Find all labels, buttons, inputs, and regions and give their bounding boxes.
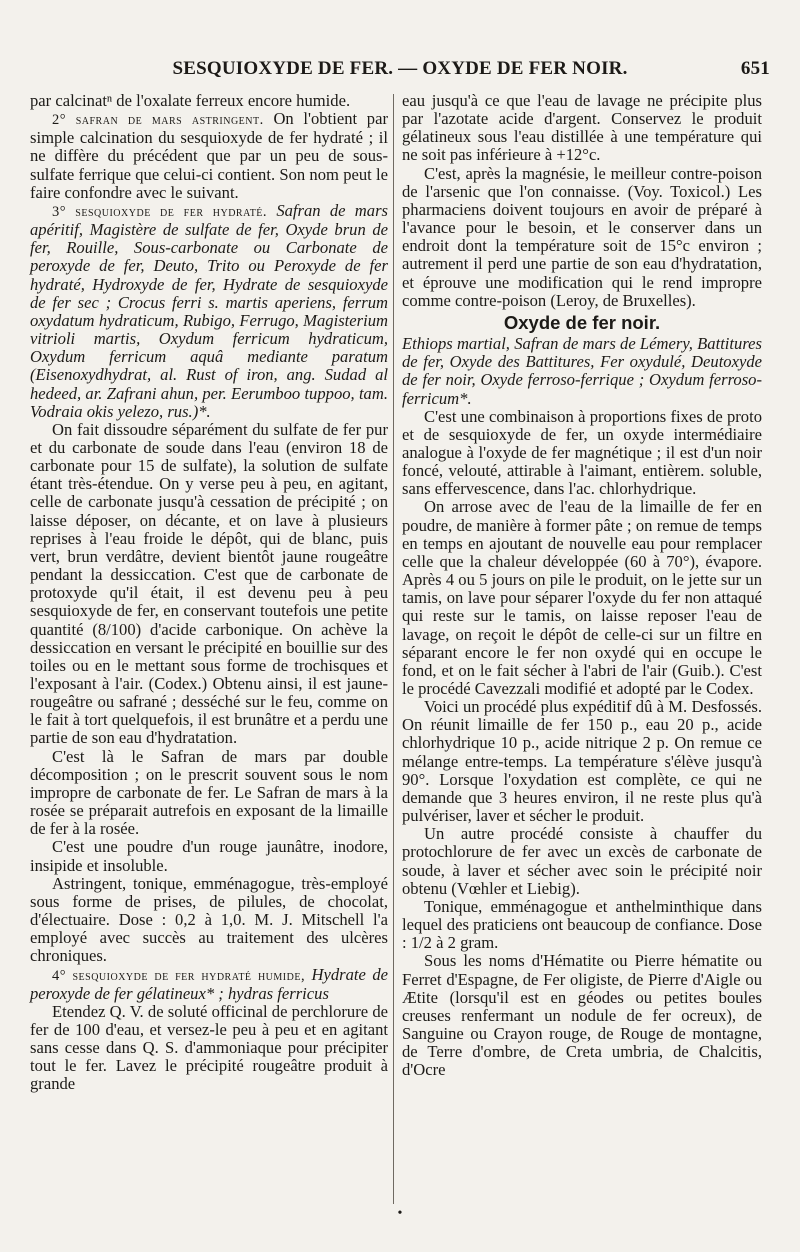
paragraph: C'est une combinaison à proportions fixes de proto et de sesquioxyde de fer, un oxyde intermédiaire analogue à l'oxyde de fer magnétique ; il est d'un noir foncé, velouté, attirable à l'aimant, entièrem. soluble, sans effervescence, dans l'ac. chlorhydrique. [402, 406, 762, 499]
synonyms-text: Safran de mars apéritif, Magistère de sulfate de fer, Oxyde brun de fer, Rouille, Sous-carbonate ou Carbonate de peroxyde de fer, Deuto, Trito ou Peroxyde de fer hydraté, Hydroxyde de fer, Hydrate de sesquioxyde de fer sec ; Crocus ferri s. martis aperiens, ferrum oxydatum hydraticum, Rubigo, Ferrugo, Magisterium vitrioli martis, Oxydum ferricum hydraticum, Oxydum ferricum aquâ mediante paratum (Eisenoxydhydrat, al. Rust of iron, ang. Sudad al hedeed, ar. Zafrani ahun, per. Eerumboo tuppoo, tam. Vodraia okis yelezo, rus.)*. [30, 200, 389, 421]
section-label: 2° safran de mars astringent. [52, 112, 264, 129]
paragraph: Tonique, emménagogue et anthelminthique dans lequel des praticiens ont beaucoup de confiance. Dose : 1/2 à 2 gram. [402, 896, 762, 953]
paragraph: On arrose avec de l'eau de la limaille de fer en poudre, de manière à former pâte ; on remue de temps en temps en ajoutant de nouvelle eau pour remplacer celle que la chaleur développée (60 à 70°), évapore. Après 4 ou 5 jours on pile le produit, on le jette sur un tamis, on lave pour séparer l'oxyde du fer non attaqué qui reste sur le tamis, on laisse reposer l'eau de lavage, on reçoit le dépôt de celle-ci sur un filtre en séparant encore le fer non oxydé qui en occupe le fond, et on le fait sécher à l'abri de l'air (Guib.). C'est le procédé Cavezzali modifié et adopté par le Codex. [402, 497, 762, 698]
synonyms-text: Ethiops martial, Safran de mars de Lémery, Battitures de fer, Oxyde des Battitures, Fer oxydulé, Deutoxyde de fer noir, Oxyde ferroso-ferrique ; Oxydum ferroso-ferricum*. [402, 334, 762, 408]
paragraph: Astringent, tonique, emménagogue, très-employé sous forme de prises, de pilules, de chocolat, d'électuaire. Dose : 0,2 à 1,0. M. J. Mitschell l'a employé avec succès au traitement des ulcères chroniques. [30, 873, 388, 966]
synonyms-paragraph [402, 335, 762, 408]
page-number: 651 [740, 58, 770, 79]
right-column [402, 92, 762, 1079]
running-title: SESQUIOXYDE DE FER. — OXYDE DE FER NOIR. [172, 58, 628, 79]
left-column [30, 92, 388, 1094]
paragraph: C'est là le Safran de mars par double décomposition ; on le prescrit souvent sous le nom impropre de carbonate de fer. Le Safran de mars à la rosée se préparait autrefois en exposant de la limaille de fer à la rosée. [30, 746, 388, 839]
paragraph-text: On l'obtient par simple calcination du sesquioxyde de fer hydraté ; il ne diffère du précédent que par un peu de sous-sulfate ferrique que celui-ci contient. Son nom peut le faire confondre avec le suivant. [30, 109, 388, 202]
paragraph: Etendez Q. V. de soluté officinal de perchlorure de fer de 100 d'eau, et versez-le peu à peu et en agitant sans cesse dans Q. S. d'ammoniaque pour précipiter tout le fer. Lavez le précipité rougeâtre produit à grande [30, 1001, 388, 1094]
section-label: 3° sesquioxyde de fer hydraté. [52, 203, 268, 220]
footer-mark: • [397, 1206, 403, 1221]
paragraph: C'est une poudre d'un rouge jaunâtre, inodore, insipide et insoluble. [30, 837, 388, 875]
paragraph [30, 966, 388, 1003]
synonyms-text: Hydrate de peroxyde de fer gélatineux* ; hydras ferricus [30, 964, 388, 1003]
paragraph: Sous les noms d'Hématite ou Pierre hématite ou Ferret d'Espagne, de Fer oligiste, de Pierre d'Aigle ou Ætite (lorsqu'il est en géodes ou petites boules creuses renfermant un nodule de fer ocreux), de Sanguine ou Crayon rouge, de Rouge de montagne, de Terre d'ombre, de Creta umbria, de Chalcitis, d'Ocre [402, 951, 762, 1080]
paragraph [30, 202, 388, 421]
paragraph: par calcinatⁿ de l'oxalate ferreux encore humide. [30, 91, 351, 110]
running-header [30, 58, 770, 84]
section-heading: Oxyde de fer noir. [503, 311, 661, 333]
paragraph: Voici un procédé plus expéditif dû à M. Desfossés. On réunit limaille de fer 150 p., eau 20 p., acide chlorhydrique 10 p., acide nitrique 2 p. On remue ce mélange entre-temps. La température s'élève jusqu'à 90°. Lorsque l'oxydation est complète, ce qui ne demande que 3 heures environ, il ne reste plus qu'à pulvériser, laver et sécher le produit. [402, 697, 762, 826]
column-divider [393, 94, 394, 1204]
paragraph: C'est, après la magnésie, le meilleur contre-poison de l'arsenic que l'on connaisse. (Voy. Toxicol.) Les pharmaciens doivent toujours en avoir de préparé à l'avance pour le besoin, et le conserver dans un endroit dont la température soit de 15°c environ ; autrement il perd une partie de son eau d'hydratation, et éprouve une modification qui le rend impropre comme contre-poison (Leroy, de Bruxelles). [402, 163, 762, 310]
paragraph [30, 110, 388, 202]
paragraph: eau jusqu'à ce que l'eau de lavage ne précipite plus par l'azotate acide d'argent. Conservez le produit gélatineux sous l'eau distillée à une température qui ne soit pas inférieure à +12°c. [402, 91, 762, 165]
paragraph: Un autre procédé consiste à chauffer du protochlorure de fer avec un excès de carbonate de soude, à laver et sécher avec soin le précipité noir obtenu (Vœhler et Liebig). [402, 824, 762, 898]
section-label: 4° sesquioxyde de fer hydraté humide, [52, 967, 306, 984]
paragraph: On fait dissoudre séparément du sulfate de fer pur et du carbonate de soude dans l'eau (environ 18 de carbonate pour 15 de sulfate), la solution de sulfate étant très-étendue. On y verse peu à peu, en agitant, celle de carbonate jusqu'à cessation de précipité ; on laisse déposer, on décante, et on lave à plusieurs reprises à l'eau froide le dépôt, qui de blanc, puis vert, brun verdâtre, devient bientôt jaune rougeâtre pendant la dessiccation. C'est que de carbonate de protoxyde qu'il était, il est devenu peu à peu sesquioxyde de fer, en conservant toutefois une petite quantité (8/100) d'acide carbonique. On achève la dessiccation en versant le précipité en bouillie sur des toiles ou en le mettant sous forme de trochisques et l'exposant à l'air. (Codex.) Obtenu ainsi, il est jaune-rougeâtre ou safrané ; desséché sur le feu, comme on le fait à tort quelquefois, il est brunâtre et a perdu une partie de son eau d'hydratation. [30, 419, 388, 748]
